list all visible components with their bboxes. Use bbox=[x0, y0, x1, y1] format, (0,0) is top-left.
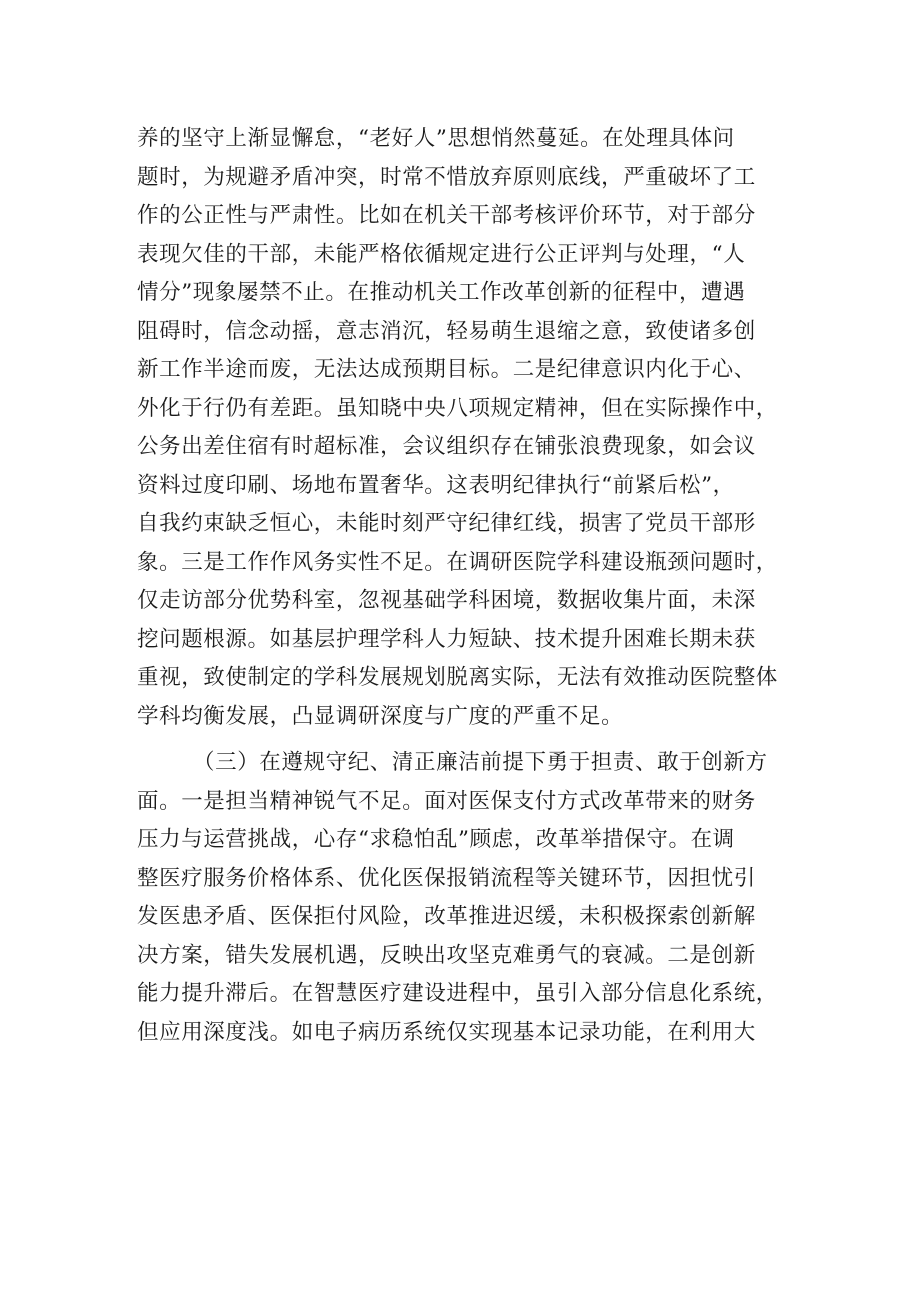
text-line: 象。三是工作作风务实性不足。在调研医院学科建设瓶颈问题时， bbox=[137, 549, 778, 575]
text-line: 表现欠佳的干部，未能严格依循规定进行公正评判与处理，“人 bbox=[137, 241, 746, 267]
text-line: 养的坚守上渐显懈怠，“老好人”思想悄然蔓延。在处理具体问 bbox=[137, 126, 735, 151]
section-heading-line: （三）在遵规守纪、清正廉洁前提下勇于担责、敢于创新方 bbox=[193, 750, 768, 775]
text-line: 资料过度印刷、场地布置奢华。这表明纪律执行“前紧后松”， bbox=[137, 472, 735, 498]
text-line: 阻碍时，信念动摇，意志消沉，轻易萌生退缩之意，致使诸多创 bbox=[137, 318, 756, 344]
text-line: 重视，致使制定的学科发展规划脱离实际，无法有效推动医院整体 bbox=[137, 665, 778, 690]
text-line: 仅走访部分优势科室，忽视基础学科困境，数据收集片面，未深 bbox=[137, 588, 756, 613]
document-body bbox=[137, 120, 817, 1052]
text-line: 公务出差住宿有时超标准，会议组织存在铺张浪费现象，如会议 bbox=[137, 434, 756, 459]
text-line: 新工作半途而废，无法达成预期目标。二是纪律意识内化于心、 bbox=[137, 357, 756, 382]
text-line: 作的公正性与严肃性。比如在机关干部考核评价环节，对于部分 bbox=[137, 203, 756, 228]
text-line: 面。一是担当精神锐气不足。面对医保支付方式改革带来的财务 bbox=[137, 788, 756, 814]
text-line: 学科均衡发展，凸显调研深度与广度的严重不足。 bbox=[137, 703, 624, 729]
text-line: 能力提升滞后。在智慧医疗建设进程中，虽引入部分信息化系统， bbox=[137, 981, 778, 1006]
text-line: 发医患矛盾、医保拒付风险，改革推进迟缓，未积极探索创新解 bbox=[137, 904, 756, 929]
text-line: 压力与运营挑战，心存“求稳怕乱”顾虑，改革举措保守。在调 bbox=[137, 827, 735, 852]
text-line: 决方案，错失发展机遇，反映出攻坚克难勇气的衰减。二是创新 bbox=[137, 942, 756, 968]
text-line: 自我约束缺乏恒心，未能时刻严守纪律红线，损害了党员干部形 bbox=[137, 511, 756, 536]
text-line: 题时，为规避矛盾冲突，时常不惜放弃原则底线，严重破坏了工 bbox=[137, 164, 756, 190]
text-line: 挖问题根源。如基层护理学科人力短缺、技术提升困难长期未获 bbox=[137, 626, 756, 652]
text-line: 外化于行仍有差距。虽知晓中央八项规定精神，但在实际操作中， bbox=[137, 395, 778, 421]
text-line: 整医疗服务价格体系、优化医保报销流程等关键环节，因担忧引 bbox=[137, 865, 756, 891]
text-line: 但应用深度浅。如电子病历系统仅实现基本记录功能，在利用大 bbox=[137, 1019, 756, 1045]
text-line: 情分”现象屡禁不止。在推动机关工作改革创新的征程中，遭遇 bbox=[137, 280, 746, 305]
